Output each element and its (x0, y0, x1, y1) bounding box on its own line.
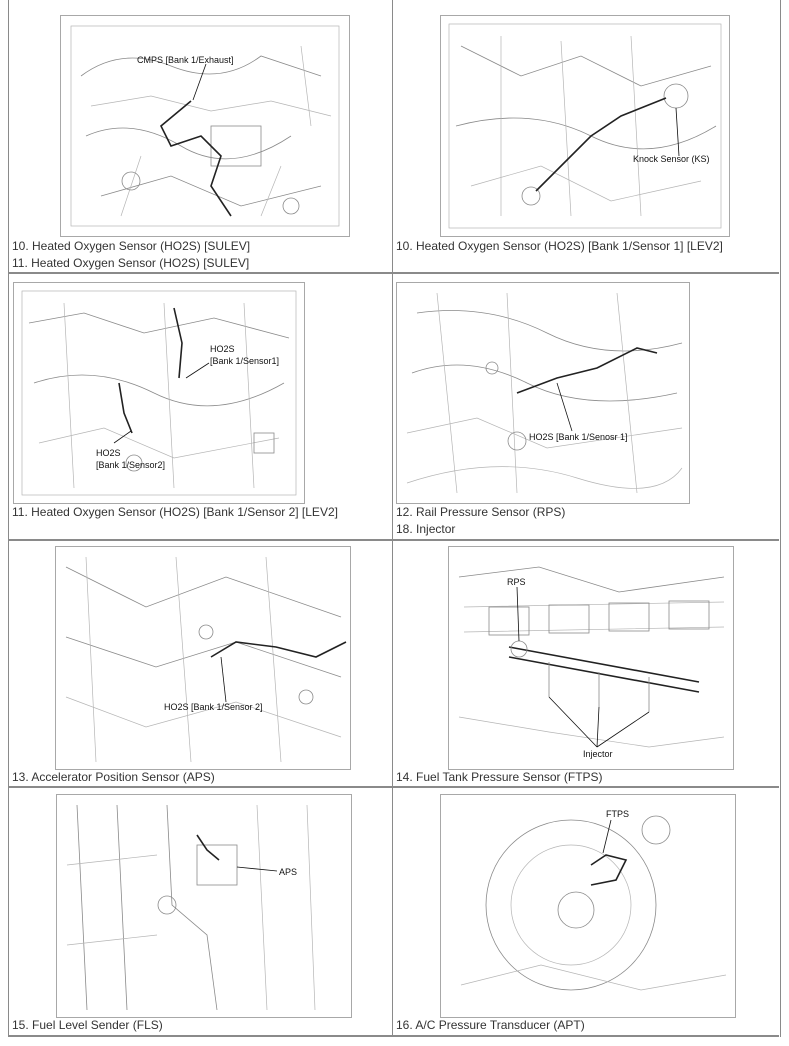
row-divider (8, 786, 779, 788)
caption-line: 11. Heated Oxygen Sensor (HO2S) [Bank 1/Sensor 2] [LEV2] (12, 505, 338, 519)
caption-line: 16. A/C Pressure Transducer (APT) (396, 1018, 585, 1032)
figure-label: CMPS [Bank 1/Exhaust] (137, 55, 234, 65)
figure-label: HO2S (210, 344, 235, 354)
figure-label: RPS (507, 577, 526, 587)
caption-line: 18. Injector (396, 522, 456, 536)
caption-line: 10. Heated Oxygen Sensor (HO2S) [Bank 1/Sensor 1] [LEV2] (396, 239, 723, 253)
caption-line: 10. Heated Oxygen Sensor (HO2S) [SULEV] (12, 239, 251, 253)
figure-label: Knock Sensor (KS) (633, 154, 710, 164)
figure-knock-sensor (440, 15, 730, 237)
figure-aps (56, 794, 352, 1018)
figure-label: HO2S [Bank 1/Sensor 2] (164, 702, 263, 712)
column-divider (392, 0, 393, 1037)
figure-ho2s-bank1-sensors (13, 282, 305, 504)
caption-line: 13. Accelerator Position Sensor (APS) (12, 770, 215, 784)
figure-ftps (440, 794, 736, 1018)
figure-rps-injector (448, 546, 734, 770)
figure-label: FTPS (606, 809, 630, 819)
caption-line: 11. Heated Oxygen Sensor (HO2S) [SULEV] (12, 256, 250, 270)
figure-label: Injector (583, 749, 613, 759)
row-divider (8, 539, 779, 541)
figure-label: [Bank 1/Sensor2] (96, 460, 166, 470)
figure-label: [Bank 1/Sensor1] (210, 356, 280, 366)
figure-ho2s-bank1-sensor2 (55, 546, 351, 770)
figure-ho2s-bank1-sensor1 (396, 282, 690, 504)
figure-label: HO2S [Bank 1/Senosr 1] (529, 432, 628, 442)
figure-label: APS (279, 867, 298, 877)
caption-line: 14. Fuel Tank Pressure Sensor (FTPS) (396, 770, 603, 784)
figure-cmps-bank1-exhaust (60, 15, 350, 237)
figure-label: HO2S (96, 448, 121, 458)
row-divider (8, 272, 779, 274)
caption-line: 12. Rail Pressure Sensor (RPS) (396, 505, 566, 519)
row-divider (8, 1035, 779, 1037)
caption-line: 15. Fuel Level Sender (FLS) (12, 1018, 163, 1032)
